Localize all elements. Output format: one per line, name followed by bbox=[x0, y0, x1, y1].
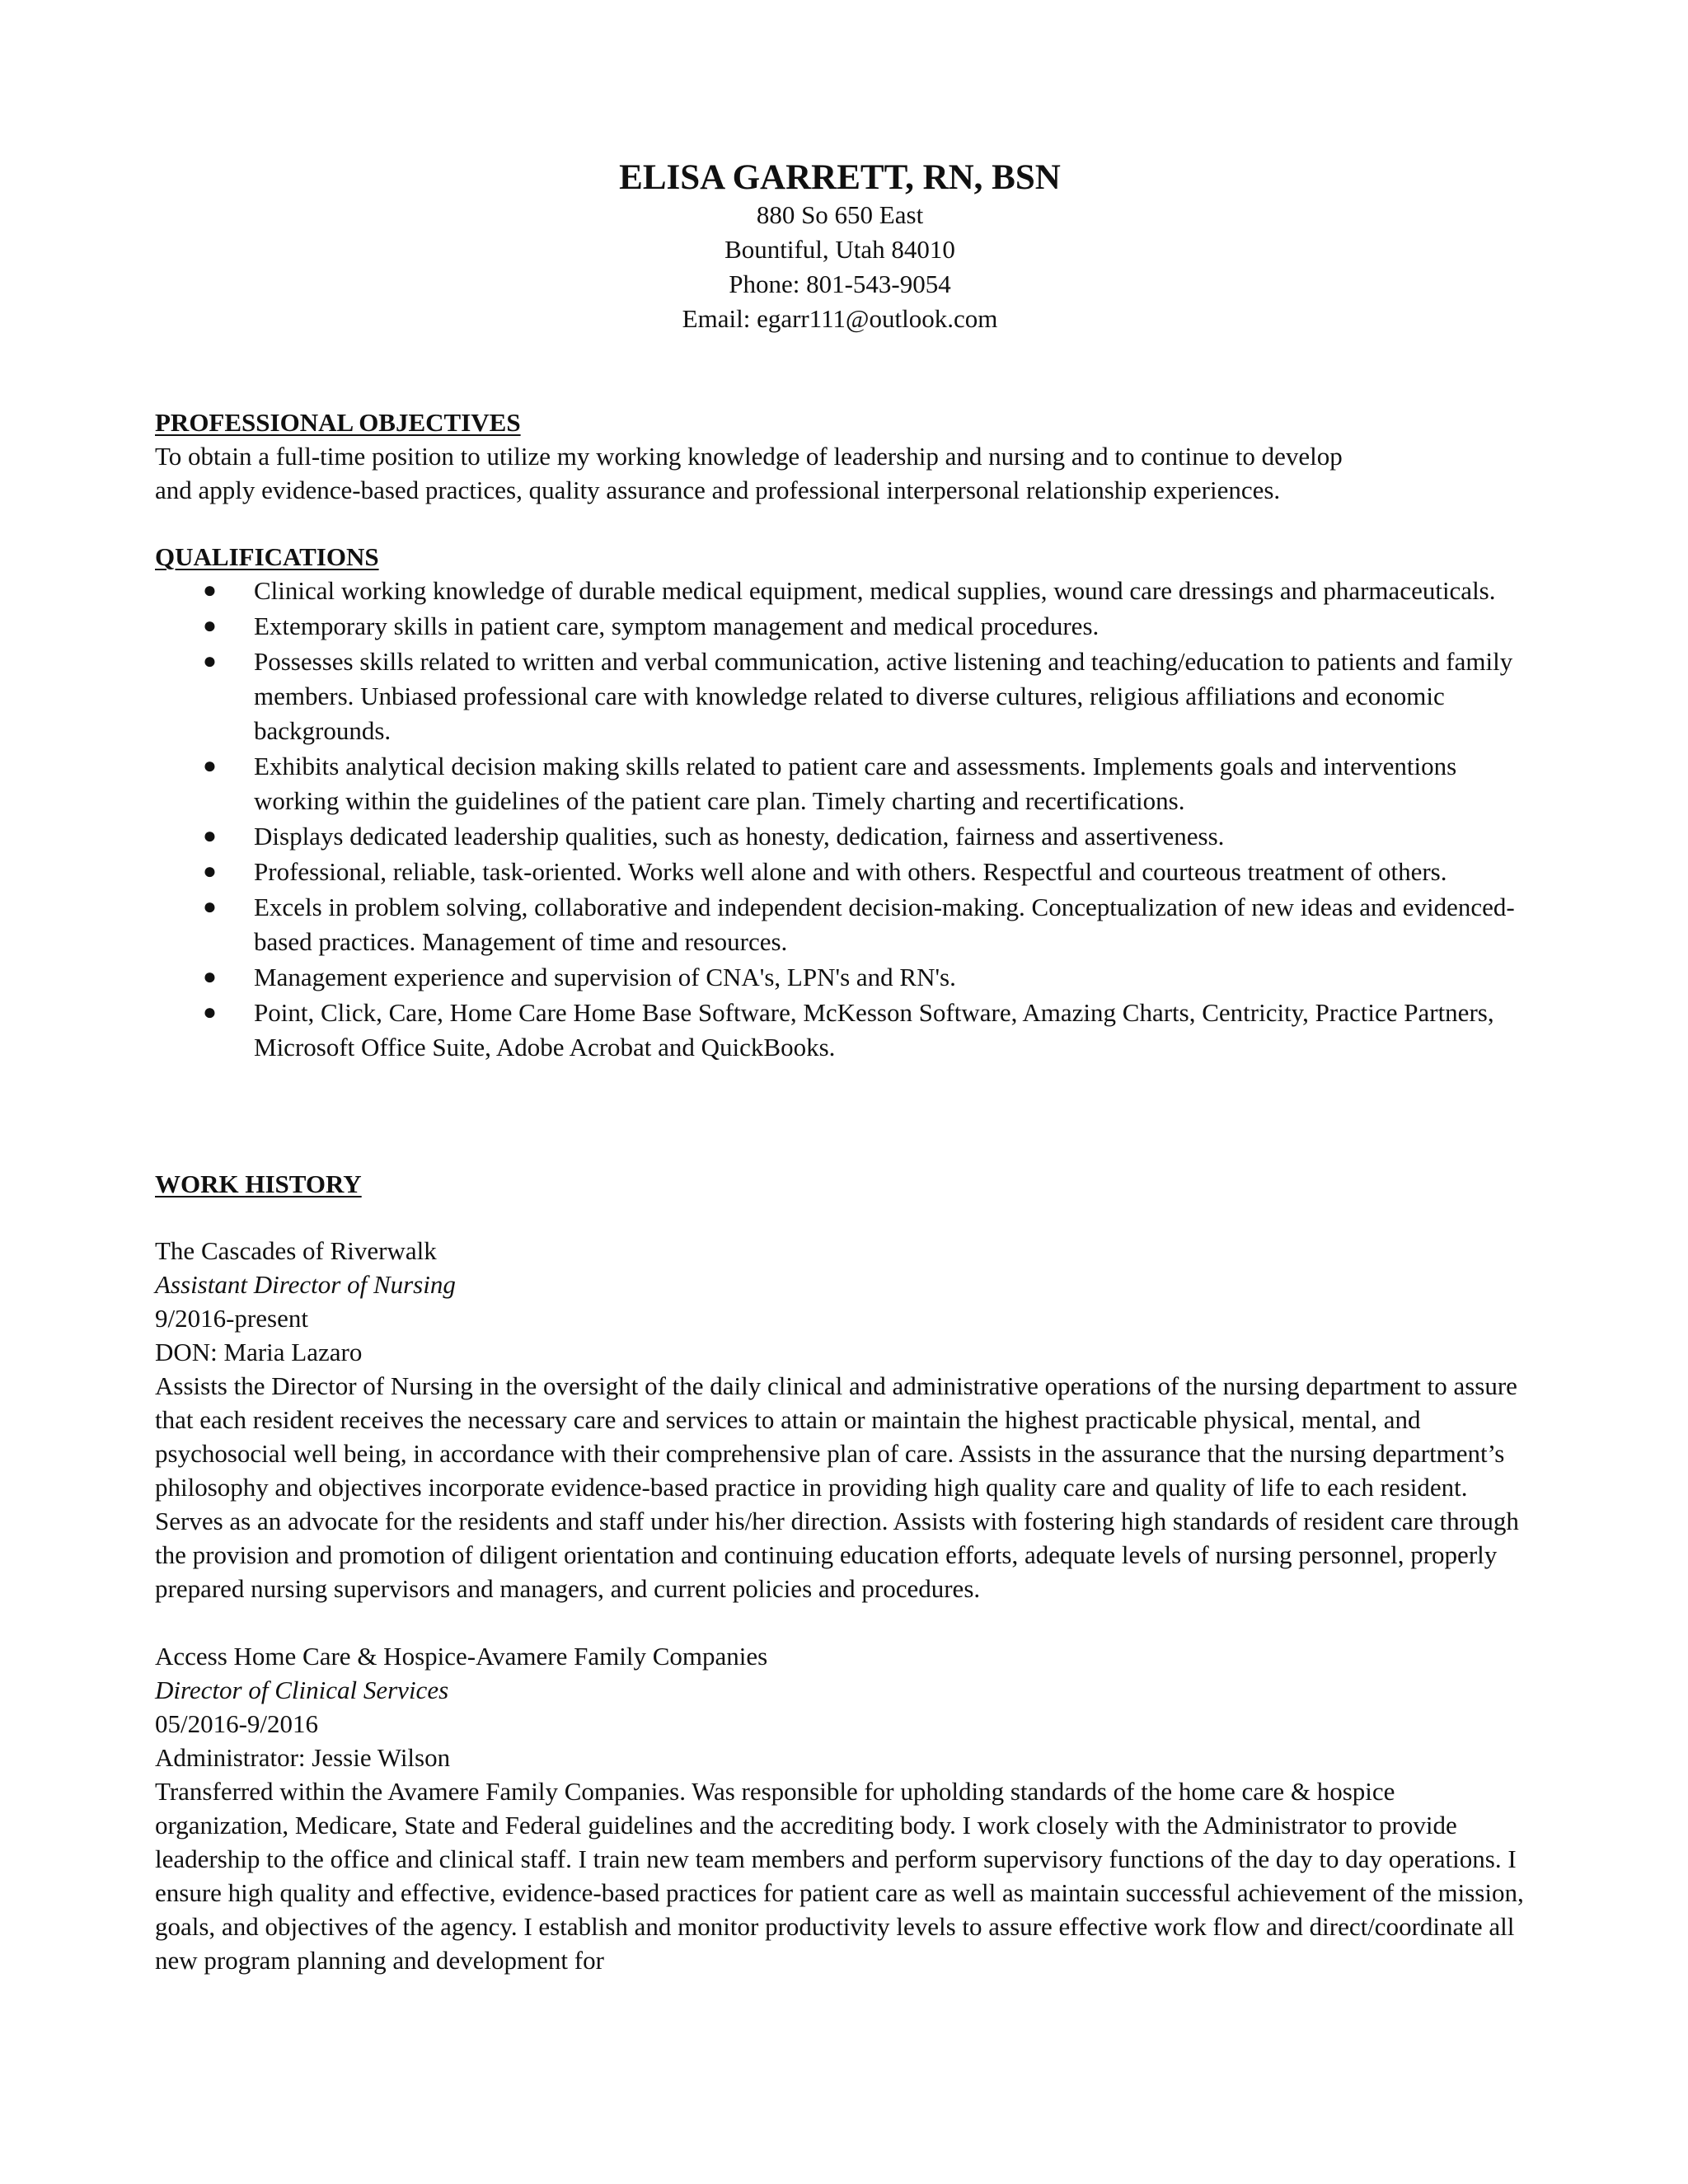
phone: Phone: 801-543-9054 bbox=[729, 269, 951, 298]
job-supervisor: DON: Maria Lazaro bbox=[155, 1338, 363, 1366]
employer: Access Home Care & Hospice-Avamere Family Companies bbox=[155, 1642, 768, 1671]
email: Email: egarr111@outlook.com bbox=[682, 304, 998, 333]
bullet-icon: ● bbox=[203, 859, 217, 884]
objectives-section bbox=[155, 405, 1540, 507]
list-item-text: Displays dedicated leadership qualities, such as honesty, dedication, fairness and assertiveness. bbox=[254, 822, 1225, 851]
objectives-title: PROFESSIONAL OBJECTIVES bbox=[155, 408, 521, 437]
bullet-icon: ● bbox=[203, 964, 217, 990]
list-item-text: Clinical working knowledge of durable medical equipment, medical supplies, wound care dressings and pharmaceuticals. bbox=[254, 576, 1496, 605]
objectives-line-1: To obtain a full-time position to utilize my working knowledge of leadership and nursing and to continue to develop bbox=[155, 442, 1343, 471]
job-description: Assists the Director of Nursing in the oversight of the daily clinical and administrative operations of the nursing department to assure that each resident receives the necessary care and services to attain or maintain the highest practicable physical, mental, and psychosocial well being, in accordance with their comprehensive plan of care. Assists in the assurance that the nursing department’s philosophy and objectives incorporate evidence-based practice in providing high quality care and quality of life to each resident. Serves as an advocate for the residents and staff under his/her direction. Assists with fostering high standards of resident care through the provision and promotion of diligent orientation and continuing education efforts, adequate levels of nursing personnel, properly prepared nursing supervisors and managers, and current policies and procedures. bbox=[155, 1371, 1519, 1603]
job-role: Director of Clinical Services bbox=[155, 1675, 449, 1704]
list-item bbox=[155, 996, 1523, 1065]
bullet-icon: ● bbox=[203, 753, 217, 779]
job-entry bbox=[155, 1234, 1540, 1605]
list-item bbox=[155, 609, 1523, 644]
list-item bbox=[155, 960, 1523, 995]
list-item bbox=[155, 644, 1523, 748]
list-item-text: Point, Click, Care, Home Care Home Base Software, McKesson Software, Amazing Charts, Centricity, Practice Partners, Microsoft Office Suite, Adobe Acrobat and QuickBooks. bbox=[254, 998, 1494, 1062]
bullet-icon: ● bbox=[203, 823, 217, 849]
bullet-icon: ● bbox=[203, 649, 217, 674]
job-supervisor: Administrator: Jessie Wilson bbox=[155, 1743, 451, 1772]
list-item bbox=[155, 574, 1523, 608]
bullet-icon: ● bbox=[203, 613, 217, 639]
list-item-text: Management experience and supervision of CNA's, LPN's and RN's. bbox=[254, 963, 956, 991]
qualifications-list bbox=[155, 574, 1523, 1065]
list-item bbox=[155, 749, 1523, 818]
list-item-text: Possesses skills related to written and verbal communication, active listening and teaching/education to patients and family members. Unbiased professional care with knowledge related to diverse cultures, religious affiliations and economic backgrounds. bbox=[254, 647, 1513, 745]
resume-header bbox=[155, 158, 1525, 336]
job-dates: 9/2016-present bbox=[155, 1304, 308, 1333]
bullet-icon: ● bbox=[203, 1000, 217, 1025]
bullet-icon: ● bbox=[203, 578, 217, 603]
job-description: Transferred within the Avamere Family Companies. Was responsible for upholding standards of the home care & hospice organization, Medicare, State and Federal guidelines and the accrediting body. I work closely with the Administrator to provide leadership to the office and clinical staff. I train new team members and perform supervisory functions of the day to day operations. I ensure high quality and effective, evidence-based practices for patient care as well as maintain successful achievement of the mission, goals, and objectives of the agency. I establish and monitor productivity levels to assure effective work flow and direct/coordinate all new program planning and development for bbox=[155, 1777, 1524, 1975]
list-item-text: Extemporary skills in patient care, symptom management and medical procedures. bbox=[254, 612, 1100, 640]
bullet-icon: ● bbox=[203, 894, 217, 920]
job-role: Assistant Director of Nursing bbox=[155, 1270, 456, 1299]
job-dates: 05/2016-9/2016 bbox=[155, 1709, 319, 1738]
list-item-text: Professional, reliable, task-oriented. Works well alone and with others. Respectful and courteous treatment of others. bbox=[254, 857, 1447, 886]
employer: The Cascades of Riverwalk bbox=[155, 1236, 437, 1265]
list-item-text: Excels in problem solving, collaborative and independent decision-making. Conceptualization of new ideas and evidenced-based practices. Management of time and resources. bbox=[254, 893, 1515, 956]
list-item bbox=[155, 855, 1523, 889]
list-item bbox=[155, 890, 1523, 959]
address-line-1: 880 So 650 East bbox=[756, 200, 924, 229]
work-history-section bbox=[155, 1167, 1540, 1977]
candidate-name: ELISA GARRETT, RN, BSN bbox=[619, 158, 1061, 197]
address-line-2: Bountiful, Utah 84010 bbox=[724, 235, 955, 264]
job-entry bbox=[155, 1639, 1540, 1977]
objectives-line-2: and apply evidence-based practices, quality assurance and professional interpersonal relationship experiences. bbox=[155, 476, 1281, 504]
work-history-title: WORK HISTORY bbox=[155, 1169, 362, 1198]
qualifications-title: QUALIFICATIONS bbox=[155, 542, 379, 571]
qualifications-section bbox=[155, 540, 1540, 1065]
list-item bbox=[155, 819, 1523, 854]
list-item-text: Exhibits analytical decision making skills related to patient care and assessments. Implements goals and interventions working within the guidelines of the patient care plan. Timely charting and recertifications. bbox=[254, 752, 1457, 815]
